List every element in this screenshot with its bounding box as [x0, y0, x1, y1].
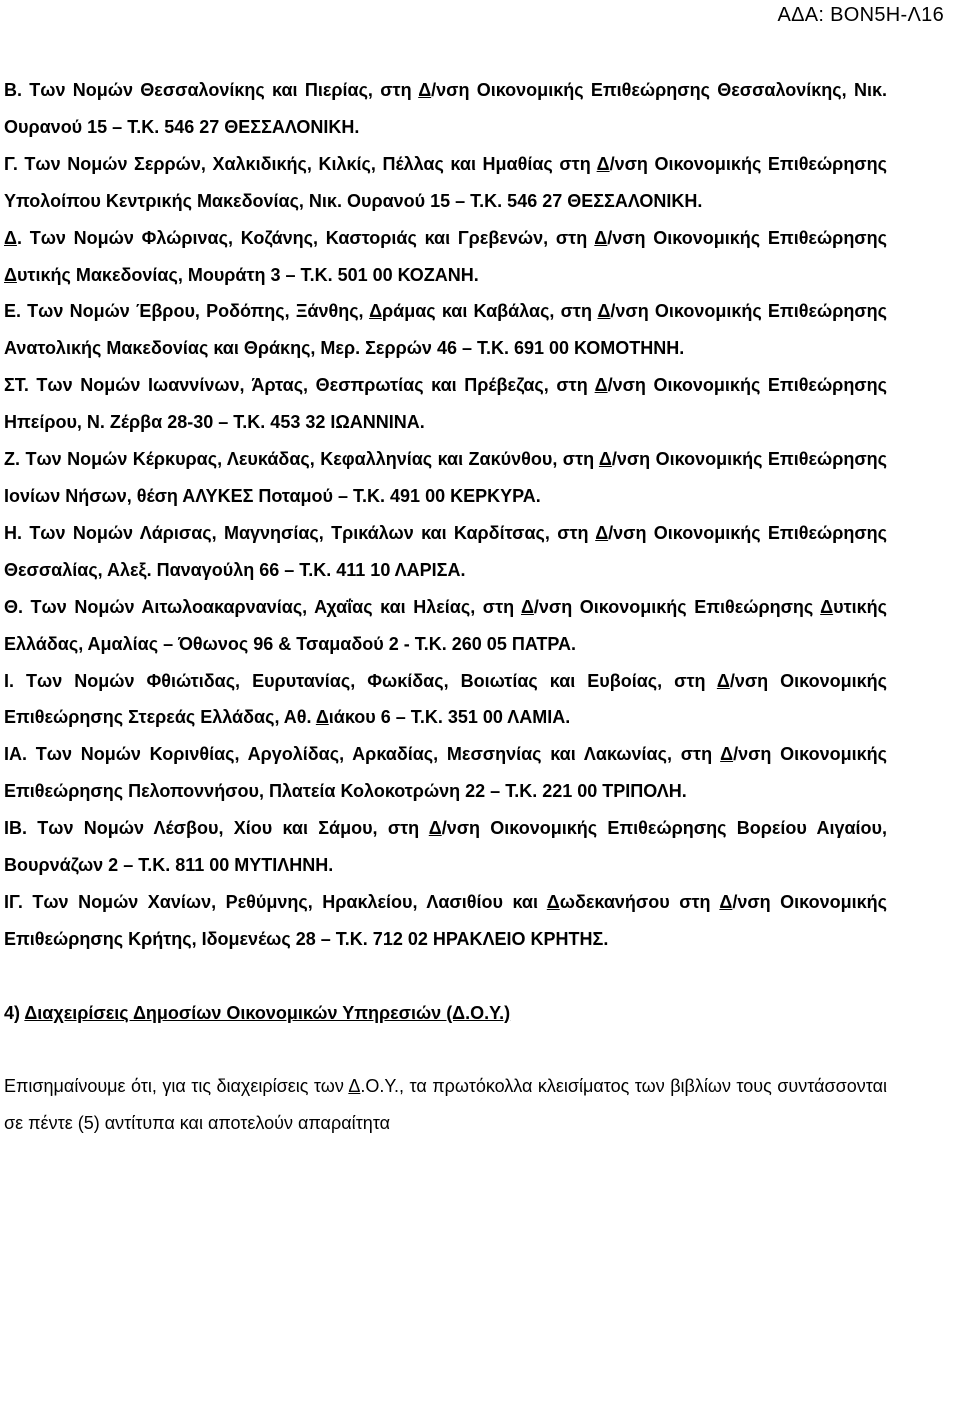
- text-run: ΣΤ. Των Νομών Ιωαννίνων, Άρτας, Θεσπρωτίας και Πρέβεζας, στη: [4, 375, 595, 396]
- text-run: ράμας και Καβάλας, στη: [382, 301, 598, 322]
- text-run: Θ. Των Νομών Αιτωλοακαρνανίας, Αχαΐας και Ηλείας, στη: [4, 596, 521, 617]
- text-run: Η. Των Νομών Λάρισας, Μαγνησίας, Τρικάλων και Καρδίτσας, στη: [4, 522, 596, 543]
- underlined-text: Δ: [595, 522, 609, 543]
- text-run: /νση Οικονομικής Επιθεώρησης Κρήτης, Ιδομενέως 28 – Τ.Κ. 712 02 ΗΡΑΚΛΕΙΟ ΚΡΗΤΗΣ.: [4, 891, 888, 949]
- underlined-text: Δ: [428, 818, 442, 839]
- document-code: ΑΔΑ: ΒΟΝ5Η-Λ16: [777, 4, 944, 26]
- directorate-item: [4, 441, 887, 515]
- text-run: . Των Νομών Φλώρινας, Κοζάνης, Καστοριάς και Γρεβενών, στη: [16, 227, 595, 248]
- directorate-item: [4, 293, 887, 367]
- underlined-text: Δ: [720, 744, 734, 765]
- underlined-text: Δ: [716, 670, 730, 691]
- text-run: /νση Οικονομικής Επιθεώρησης Στερεάς Ελλάδας, Αθ.: [4, 670, 887, 728]
- underlined-text: Δ: [520, 596, 534, 617]
- directorate-item: [4, 72, 887, 146]
- text-run: ιάκου 6 – Τ.Κ. 351 00 ΛΑΜΙΑ.: [328, 707, 571, 728]
- text-run: ωδεκανήσου στη: [559, 891, 720, 912]
- section-title: Διαχειρίσεις Δημοσίων Οικονομικών Υπηρεσιών (Δ.Ο.Υ.): [24, 1002, 511, 1023]
- text-run: /νση Οικονομικής Επιθεώρησης Θεσσαλονίκης, Νικ. Ουρανού 15 – Τ.Κ. 546 27 ΘΕΣΣΑΛΟΝΙΚΗ.: [4, 80, 887, 137]
- text-run: υτικής Μακεδονίας, Μουράτη 3 – Τ.Κ. 501 00 ΚΟΖΑΝΗ.: [16, 264, 479, 285]
- underlined-text: Δ: [369, 301, 383, 322]
- text-run: /νση Οικονομικής Επιθεώρησης Ηπείρου, Ν. Ζέρβα 28-30 – Τ.Κ. 453 32 ΙΩΑΝΝΙΝΑ.: [4, 375, 887, 433]
- underlined-text: Δ: [315, 707, 329, 728]
- directorate-item: [4, 515, 887, 589]
- directorate-item: [4, 810, 887, 884]
- text-run: Ε. Των Νομών Έβρου, Ροδόπης, Ξάνθης,: [4, 301, 370, 322]
- text-run: /νση Οικονομικής Επιθεώρησης Πελοποννήσου, Πλατεία Κολοκοτρώνη 22 – Τ.Κ. 221 00 ΤΡΙΠΟΛΗ.: [4, 744, 887, 802]
- text-run: /νση Οικονομικής Επιθεώρησης Θεσσαλίας, Αλεξ. Παναγούλη 66 – Τ.Κ. 411 10 ΛΑΡΙΣΑ.: [4, 522, 887, 580]
- text-run: Ζ. Των Νομών Κέρκυρας, Λευκάδας, Κεφαλληνίας και Ζακύνθου, στη: [4, 449, 599, 470]
- underlined-text: Δ: [4, 227, 17, 248]
- underlined-text: Δ: [597, 301, 611, 322]
- directorate-item: [4, 220, 887, 294]
- directorate-item: [4, 589, 887, 663]
- underlined-text: Δ: [594, 227, 608, 248]
- underlined-text: Δ: [596, 153, 610, 174]
- directorates-list: [4, 72, 887, 958]
- text-run: /νση Οικονομικής Επιθεώρησης Υπολοίπου Κεντρικής Μακεδονίας, Νικ. Ουρανού 15 – Τ.Κ. 546 27 ΘΕΣΣΑΛΟΝΙΚΗ.: [4, 153, 887, 211]
- directorate-item: [4, 146, 887, 220]
- text-run: Ι. Των Νομών Φθιώτιδας, Ευρυτανίας, Φωκίδας, Βοιωτίας και Ευβοίας, στη: [4, 670, 717, 691]
- section-heading: [4, 995, 887, 1032]
- section-number: 4): [4, 1002, 25, 1023]
- body-paragraph: [4, 1068, 887, 1142]
- text-run: /νση Οικονομικής Επιθεώρησης Βορείου Αιγαίου, Βουρνάζων 2 – Τ.Κ. 811 00 ΜΥΤΙΛΗΝΗ.: [4, 818, 888, 876]
- text-run: /νση Οικονομικής Επιθεώρησης Ανατολικής Μακεδονίας και Θράκης, Μερ. Σερρών 46 – Τ.Κ. 691 00 ΚΟΜΟΤΗΝΗ.: [4, 301, 887, 359]
- underlined-text: Δ: [348, 1076, 361, 1097]
- text-run: .Ο.Υ., τα πρωτόκολλα κλεισίματος των βιβλίων τους συντάσσονται σε πέντε (5) αντίτυπα και αποτελούν απαραίτητα: [4, 1076, 887, 1134]
- underlined-text: Δ: [4, 264, 17, 285]
- text-run: Γ. Των Νομών Σερρών, Χαλκιδικής, Κιλκίς, Πέλλας και Ημαθίας στη: [4, 153, 597, 174]
- directorate-item: [4, 884, 887, 958]
- text-run: ΙΓ. Των Νομών Χανίων, Ρεθύμνης, Ηρακλείου, Λασιθίου και: [4, 891, 547, 912]
- underlined-text: Δ: [820, 596, 834, 617]
- directorate-item: [4, 367, 887, 441]
- text-run: /νση Οικονομικής Επιθεώρησης Ιονίων Νήσων, θέση ΑΛΥΚΕΣ Ποταμού – Τ.Κ. 491 00 ΚΕΡΚΥΡΑ.: [4, 449, 887, 506]
- underlined-text: Δ: [546, 891, 560, 912]
- text-run: Β. Των Νομών Θεσσαλονίκης και Πιερίας, στη: [4, 80, 419, 100]
- document-body: [4, 72, 887, 1142]
- directorate-item: [4, 736, 887, 810]
- text-run: ΙΑ. Των Νομών Κορινθίας, Αργολίδας, Αρκαδίας, Μεσσηνίας και Λακωνίας, στη: [4, 744, 721, 765]
- underlined-text: Δ: [418, 80, 432, 100]
- text-run: υτικής Ελλάδας, Αμαλίας – Όθωνος 96 & Τσαμαδού 2 - Τ.Κ. 260 05 ΠΑΤΡΑ.: [4, 596, 887, 654]
- text-run: /νση Οικονομικής Επιθεώρησης: [533, 596, 821, 617]
- text-run: ΙΒ. Των Νομών Λέσβου, Χίου και Σάμου, στη: [4, 818, 429, 839]
- directorate-item: [4, 663, 887, 737]
- underlined-text: Δ: [719, 891, 733, 912]
- text-run: Επισημαίνουμε ότι, για τις διαχειρίσεις των: [4, 1076, 349, 1097]
- text-run: /νση Οικονομικής Επιθεώρησης: [607, 227, 887, 248]
- underlined-text: Δ: [598, 449, 612, 470]
- underlined-text: Δ: [594, 375, 608, 396]
